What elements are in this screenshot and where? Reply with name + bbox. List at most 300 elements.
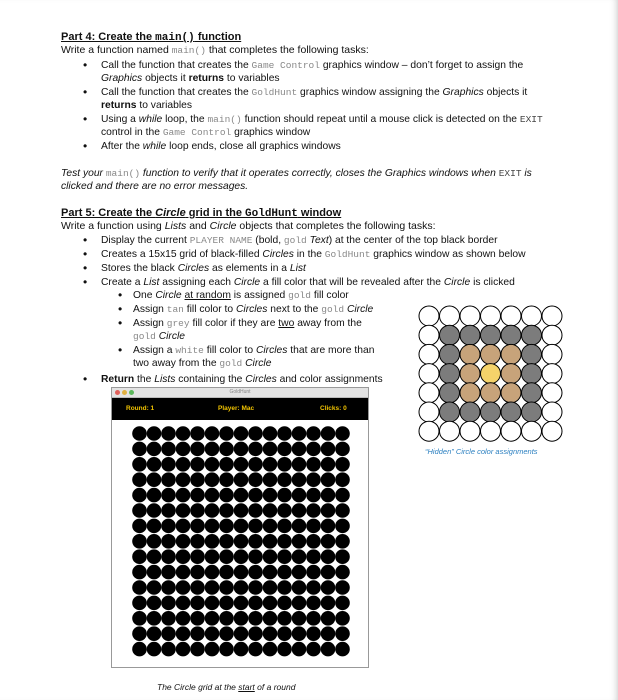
grid-circle[interactable] xyxy=(248,626,263,641)
window-title: GoldHunt xyxy=(229,389,251,395)
grid-circle[interactable] xyxy=(234,596,249,611)
grid-circle[interactable] xyxy=(161,503,176,518)
grid-circle[interactable] xyxy=(205,426,220,441)
grid-circle[interactable] xyxy=(132,534,147,549)
grid-circle[interactable] xyxy=(176,442,191,457)
grid-circle[interactable] xyxy=(219,442,234,457)
hidden-circle xyxy=(522,421,542,441)
grid-circle[interactable] xyxy=(205,503,220,518)
grid-circle[interactable] xyxy=(147,642,162,657)
grid-circle[interactable] xyxy=(161,580,176,595)
grid-circle[interactable] xyxy=(176,503,191,518)
grid-circle[interactable] xyxy=(248,534,263,549)
hidden-circle xyxy=(460,383,480,403)
grid-circle[interactable] xyxy=(190,472,205,487)
grid-circle[interactable] xyxy=(132,488,147,503)
grid-circle[interactable] xyxy=(335,626,350,641)
close-dot-icon[interactable] xyxy=(115,390,120,395)
grid-circle[interactable] xyxy=(292,611,307,626)
part5-heading: Part 5: Create the Circle grid in the GoldHunt window xyxy=(61,207,342,220)
grid-circle[interactable] xyxy=(248,488,263,503)
grid-circle[interactable] xyxy=(176,580,191,595)
grid-circle[interactable] xyxy=(147,442,162,457)
goldhunt-window xyxy=(111,387,369,668)
grid-circle[interactable] xyxy=(190,565,205,580)
grid-circle[interactable] xyxy=(234,442,249,457)
grid-circle[interactable] xyxy=(219,565,234,580)
hidden-circle xyxy=(481,325,501,345)
grid-circle[interactable] xyxy=(248,642,263,657)
grid-circle[interactable] xyxy=(306,426,321,441)
hidden-circle xyxy=(460,364,480,384)
hidden-circle xyxy=(460,306,480,326)
grid-circle[interactable] xyxy=(147,426,162,441)
part5-intro: Write a function using Lists and Circle objects that completes the following tasks: xyxy=(61,220,436,232)
grid-circle[interactable] xyxy=(219,611,234,626)
grid-circle[interactable] xyxy=(219,519,234,534)
hidden-circle xyxy=(522,364,542,384)
grid-circle[interactable] xyxy=(147,457,162,472)
grid-circle[interactable] xyxy=(147,626,162,641)
grid-circle[interactable] xyxy=(263,442,278,457)
hidden-circle xyxy=(501,421,521,441)
grid-circle[interactable] xyxy=(132,596,147,611)
grid-circle[interactable] xyxy=(234,472,249,487)
grid-circle[interactable] xyxy=(321,549,336,564)
grid-circle[interactable] xyxy=(176,642,191,657)
hidden-circle xyxy=(501,383,521,403)
grid-circle[interactable] xyxy=(190,519,205,534)
grid-circle[interactable] xyxy=(335,534,350,549)
grid-circle[interactable] xyxy=(234,626,249,641)
hidden-circle xyxy=(542,383,562,403)
list-item: • Assign grey fill color if they are two away from the gold Circle xyxy=(114,317,414,343)
hidden-circle xyxy=(501,402,521,422)
grid-circle[interactable] xyxy=(132,611,147,626)
grid-circle[interactable] xyxy=(176,488,191,503)
grid-circle[interactable] xyxy=(219,549,234,564)
grid-circle[interactable] xyxy=(277,549,292,564)
grid-circle[interactable] xyxy=(190,596,205,611)
grid-circle[interactable] xyxy=(321,580,336,595)
grid-circle[interactable] xyxy=(335,472,350,487)
grid-circle[interactable] xyxy=(277,488,292,503)
grid-circle[interactable] xyxy=(306,472,321,487)
grid-circle[interactable] xyxy=(277,626,292,641)
grid-circle[interactable] xyxy=(176,457,191,472)
grid-circle[interactable] xyxy=(306,596,321,611)
hidden-circle xyxy=(542,344,562,364)
grid-circle[interactable] xyxy=(263,534,278,549)
grid-circle[interactable] xyxy=(277,503,292,518)
list-item: • Create a List assigning each Circle a fill color that will be revealed after the Circle is clicked xyxy=(79,276,589,289)
grid-circle[interactable] xyxy=(263,596,278,611)
grid-circle[interactable] xyxy=(132,457,147,472)
grid-circle[interactable] xyxy=(321,457,336,472)
zoom-dot-icon[interactable] xyxy=(129,390,134,395)
hidden-circle xyxy=(419,306,439,326)
grid-circle[interactable] xyxy=(248,503,263,518)
grid-circle[interactable] xyxy=(132,426,147,441)
grid-circle[interactable] xyxy=(219,596,234,611)
grid-circle[interactable] xyxy=(306,442,321,457)
grid-circle[interactable] xyxy=(277,426,292,441)
grid-circle[interactable] xyxy=(219,580,234,595)
grid-circle[interactable] xyxy=(292,472,307,487)
grid-circle[interactable] xyxy=(132,472,147,487)
list-item: • Creates a 15x15 grid of black-filled Circles in the GoldHunt graphics window as shown below xyxy=(79,248,589,261)
grid-circle[interactable] xyxy=(335,488,350,503)
grid-circle[interactable] xyxy=(161,611,176,626)
grid-circle[interactable] xyxy=(205,457,220,472)
grid-circle[interactable] xyxy=(234,642,249,657)
grid-circle[interactable] xyxy=(321,488,336,503)
grid-circle[interactable] xyxy=(234,457,249,472)
return-item xyxy=(79,373,439,387)
grid-circle[interactable] xyxy=(205,596,220,611)
grid-circle[interactable] xyxy=(161,442,176,457)
grid-circle[interactable] xyxy=(248,472,263,487)
list-item: • Stores the black Circles as elements in a List xyxy=(79,262,589,275)
hidden-circle xyxy=(419,421,439,441)
grid-circle[interactable] xyxy=(248,549,263,564)
grid-circle[interactable] xyxy=(219,626,234,641)
grid-circle[interactable] xyxy=(190,426,205,441)
grid-circle[interactable] xyxy=(248,426,263,441)
grid-circle[interactable] xyxy=(161,565,176,580)
grid-circle[interactable] xyxy=(321,642,336,657)
part5-task-list xyxy=(79,234,589,290)
grid-circle[interactable] xyxy=(176,519,191,534)
grid-circle[interactable] xyxy=(147,472,162,487)
hidden-circle xyxy=(481,344,501,364)
grid-circle[interactable] xyxy=(147,534,162,549)
grid-circle[interactable] xyxy=(161,426,176,441)
grid-circle[interactable] xyxy=(219,457,234,472)
grid-circle[interactable] xyxy=(219,503,234,518)
hidden-circle xyxy=(542,325,562,345)
grid-circle[interactable] xyxy=(321,565,336,580)
grid-circle[interactable] xyxy=(335,580,350,595)
grid-circle[interactable] xyxy=(321,534,336,549)
grid-circle[interactable] xyxy=(248,519,263,534)
hidden-circle xyxy=(419,364,439,384)
grid-circle[interactable] xyxy=(176,549,191,564)
grid-circle[interactable] xyxy=(205,519,220,534)
grid-circle[interactable] xyxy=(306,580,321,595)
grid-circle[interactable] xyxy=(263,488,278,503)
grid-circle[interactable] xyxy=(176,565,191,580)
hidden-circle xyxy=(440,306,460,326)
grid-circle[interactable] xyxy=(263,503,278,518)
grid-circle[interactable] xyxy=(234,519,249,534)
grid-circle[interactable] xyxy=(132,642,147,657)
grid-circle[interactable] xyxy=(219,472,234,487)
grid-circle[interactable] xyxy=(132,503,147,518)
hidden-circle xyxy=(460,325,480,345)
grid-circle[interactable] xyxy=(234,488,249,503)
grid-circle[interactable] xyxy=(147,519,162,534)
grid-circle[interactable] xyxy=(161,488,176,503)
hidden-circle xyxy=(440,402,460,422)
grid-circle[interactable] xyxy=(248,611,263,626)
grid-circle[interactable] xyxy=(147,580,162,595)
color-rules-list xyxy=(114,289,414,371)
grid-circle[interactable] xyxy=(335,503,350,518)
grid-circle[interactable] xyxy=(205,626,220,641)
part4-heading: Part 4: Create the main() function xyxy=(61,31,242,44)
grid-circle[interactable] xyxy=(292,596,307,611)
grid-circle[interactable] xyxy=(190,488,205,503)
grid-circle[interactable] xyxy=(132,565,147,580)
hidden-circle xyxy=(440,421,460,441)
grid-circle[interactable] xyxy=(277,580,292,595)
grid-circle[interactable] xyxy=(263,426,278,441)
grid-circle[interactable] xyxy=(147,503,162,518)
grid-circle[interactable] xyxy=(335,426,350,441)
grid-circle[interactable] xyxy=(205,565,220,580)
hidden-circle xyxy=(440,364,460,384)
top-black-border xyxy=(112,398,368,420)
grid-circle[interactable] xyxy=(248,596,263,611)
grid-circle[interactable] xyxy=(132,442,147,457)
grid-circle[interactable] xyxy=(306,626,321,641)
grid-circle[interactable] xyxy=(219,488,234,503)
grid-circle[interactable] xyxy=(234,549,249,564)
grid-circle[interactable] xyxy=(335,611,350,626)
grid-circle[interactable] xyxy=(263,642,278,657)
grid-circle[interactable] xyxy=(321,626,336,641)
clicks-label: Clicks: 0 xyxy=(320,405,347,412)
grid-circle[interactable] xyxy=(292,457,307,472)
grid-circle[interactable] xyxy=(277,611,292,626)
grid-circle[interactable] xyxy=(190,626,205,641)
hidden-circle xyxy=(460,402,480,422)
list-item: • Return the Lists containing the Circles and color assignments xyxy=(79,373,439,386)
grid-circle[interactable] xyxy=(234,580,249,595)
grid-circle[interactable] xyxy=(205,472,220,487)
grid-circle[interactable] xyxy=(292,642,307,657)
grid-circle[interactable] xyxy=(190,503,205,518)
grid-circle[interactable] xyxy=(277,565,292,580)
grid-circle[interactable] xyxy=(147,611,162,626)
part4-intro: Write a function named main() that completes the following tasks: xyxy=(61,44,369,56)
grid-circle[interactable] xyxy=(234,534,249,549)
hidden-circle xyxy=(501,325,521,345)
grid-circle[interactable] xyxy=(190,642,205,657)
grid-circle[interactable] xyxy=(205,549,220,564)
grid-circle[interactable] xyxy=(277,442,292,457)
grid-circle[interactable] xyxy=(292,565,307,580)
grid-circle[interactable] xyxy=(292,442,307,457)
grid-circle[interactable] xyxy=(292,426,307,441)
grid-circle[interactable] xyxy=(176,596,191,611)
player-label: Player: Mac xyxy=(218,405,255,412)
grid-circle[interactable] xyxy=(306,534,321,549)
grid-circle[interactable] xyxy=(263,472,278,487)
grid-circle[interactable] xyxy=(292,488,307,503)
part4-task-list xyxy=(79,59,589,154)
grid-circle[interactable] xyxy=(132,549,147,564)
grid-circle[interactable] xyxy=(335,457,350,472)
grid-circle[interactable] xyxy=(176,472,191,487)
list-item: • One Circle at random is assigned gold fill color xyxy=(114,289,414,302)
hidden-circle xyxy=(522,344,542,364)
grid-circle[interactable] xyxy=(321,596,336,611)
grid-circle[interactable] xyxy=(176,611,191,626)
grid-circle[interactable] xyxy=(161,457,176,472)
grid-circle[interactable] xyxy=(306,565,321,580)
grid-circle[interactable] xyxy=(277,457,292,472)
hidden-circle xyxy=(481,383,501,403)
grid-circle[interactable] xyxy=(205,611,220,626)
grid-circle[interactable] xyxy=(161,549,176,564)
grid-circle[interactable] xyxy=(321,442,336,457)
grid-circle[interactable] xyxy=(335,442,350,457)
grid-circle[interactable] xyxy=(190,534,205,549)
hidden-circle xyxy=(501,364,521,384)
grid-circle[interactable] xyxy=(248,580,263,595)
grid-circle[interactable] xyxy=(277,642,292,657)
hidden-circle xyxy=(440,383,460,403)
hidden-circle xyxy=(460,421,480,441)
list-item: • Display the current PLAYER NAME (bold, gold Text) at the center of the top black border xyxy=(79,234,589,247)
grid-circle[interactable] xyxy=(248,565,263,580)
grid-circle[interactable] xyxy=(234,503,249,518)
grid-circle[interactable] xyxy=(321,472,336,487)
grid-circle[interactable] xyxy=(205,534,220,549)
grid-circle[interactable] xyxy=(306,488,321,503)
grid-circle[interactable] xyxy=(219,642,234,657)
grid-circle[interactable] xyxy=(205,488,220,503)
hidden-circle xyxy=(419,383,439,403)
hidden-circle xyxy=(542,402,562,422)
grid-circle[interactable] xyxy=(234,611,249,626)
list-item: • Assign a white fill color to Circles that are more than two away from the gold Circle xyxy=(114,344,414,370)
grid-circle[interactable] xyxy=(248,457,263,472)
grid-circle[interactable] xyxy=(321,519,336,534)
grid-circle[interactable] xyxy=(190,549,205,564)
grid-circle[interactable] xyxy=(335,565,350,580)
grid-circle[interactable] xyxy=(147,488,162,503)
grid-circle[interactable] xyxy=(248,442,263,457)
grid-circle[interactable] xyxy=(132,626,147,641)
grid-circle[interactable] xyxy=(263,611,278,626)
grid-circle[interactable] xyxy=(205,580,220,595)
list-item: • Call the function that creates the Game Control graphics window – don’t forget to assign the Graphics objects it returns to variables xyxy=(79,59,589,85)
grid-circle[interactable] xyxy=(277,472,292,487)
grid-circle[interactable] xyxy=(176,426,191,441)
hidden-caption: “Hidden” Circle color assignments xyxy=(425,447,538,456)
grid-circle[interactable] xyxy=(306,611,321,626)
grid-circle[interactable] xyxy=(263,519,278,534)
grid-circle[interactable] xyxy=(205,442,220,457)
grid-circle[interactable] xyxy=(161,596,176,611)
grid-circle[interactable] xyxy=(292,503,307,518)
grid-circle[interactable] xyxy=(205,642,220,657)
grid-circle[interactable] xyxy=(292,519,307,534)
grid-circle[interactable] xyxy=(147,596,162,611)
grid-caption: The Circle grid at the start of a round xyxy=(157,682,296,692)
circle-grid[interactable] xyxy=(132,426,350,658)
grid-circle[interactable] xyxy=(176,626,191,641)
grid-circle[interactable] xyxy=(132,580,147,595)
grid-circle[interactable] xyxy=(161,626,176,641)
grid-circle[interactable] xyxy=(190,442,205,457)
grid-circle[interactable] xyxy=(321,426,336,441)
hidden-circle xyxy=(419,325,439,345)
hidden-circle xyxy=(522,402,542,422)
hidden-circle xyxy=(481,306,501,326)
grid-circle[interactable] xyxy=(306,549,321,564)
grid-circle[interactable] xyxy=(335,596,350,611)
grid-circle[interactable] xyxy=(277,596,292,611)
grid-circle[interactable] xyxy=(277,534,292,549)
grid-circle[interactable] xyxy=(234,426,249,441)
window-titlebar xyxy=(112,388,368,398)
grid-circle[interactable] xyxy=(292,626,307,641)
grid-circle[interactable] xyxy=(335,642,350,657)
hidden-circle xyxy=(522,383,542,403)
grid-circle[interactable] xyxy=(263,549,278,564)
grid-circle[interactable] xyxy=(335,519,350,534)
grid-circle[interactable] xyxy=(306,519,321,534)
part4-test-note: Test your main() function to verify that it operates correctly, closes the Graphics windows when EXIT is clicked and there are no error messages. xyxy=(61,168,532,192)
grid-circle[interactable] xyxy=(306,457,321,472)
grid-circle[interactable] xyxy=(292,534,307,549)
grid-circle[interactable] xyxy=(335,549,350,564)
hidden-circle xyxy=(501,306,521,326)
grid-circle[interactable] xyxy=(161,472,176,487)
grid-circle[interactable] xyxy=(292,580,307,595)
grid-circle[interactable] xyxy=(306,642,321,657)
list-item: • After the while loop ends, close all graphics windows xyxy=(79,140,589,153)
grid-circle[interactable] xyxy=(263,457,278,472)
grid-circle[interactable] xyxy=(190,457,205,472)
minimize-dot-icon[interactable] xyxy=(122,390,127,395)
grid-circle[interactable] xyxy=(321,611,336,626)
grid-circle[interactable] xyxy=(147,565,162,580)
list-item: • Using a while loop, the main() function should repeat until a mouse click is detected on the EXIT control in the Game Control graphics window xyxy=(79,113,589,139)
grid-circle[interactable] xyxy=(161,642,176,657)
hidden-circle xyxy=(481,402,501,422)
grid-circle[interactable] xyxy=(176,534,191,549)
grid-circle[interactable] xyxy=(132,519,147,534)
grid-circle[interactable] xyxy=(292,549,307,564)
grid-circle[interactable] xyxy=(219,534,234,549)
grid-circle[interactable] xyxy=(161,534,176,549)
hidden-circle xyxy=(440,325,460,345)
grid-circle[interactable] xyxy=(306,503,321,518)
grid-circle[interactable] xyxy=(190,611,205,626)
grid-circle[interactable] xyxy=(263,580,278,595)
hidden-circle xyxy=(542,421,562,441)
grid-circle[interactable] xyxy=(147,549,162,564)
grid-circle[interactable] xyxy=(190,580,205,595)
grid-circle[interactable] xyxy=(263,565,278,580)
hidden-circle xyxy=(419,344,439,364)
grid-circle[interactable] xyxy=(161,519,176,534)
grid-circle[interactable] xyxy=(277,519,292,534)
grid-circle[interactable] xyxy=(321,503,336,518)
hidden-circle xyxy=(542,364,562,384)
grid-circle[interactable] xyxy=(263,626,278,641)
hidden-circle xyxy=(522,325,542,345)
grid-circle[interactable] xyxy=(219,426,234,441)
list-item: • Call the function that creates the GoldHunt graphics window assigning the Graphics objects it returns to variables xyxy=(79,86,589,112)
grid-circle[interactable] xyxy=(234,565,249,580)
hidden-circle xyxy=(481,421,501,441)
